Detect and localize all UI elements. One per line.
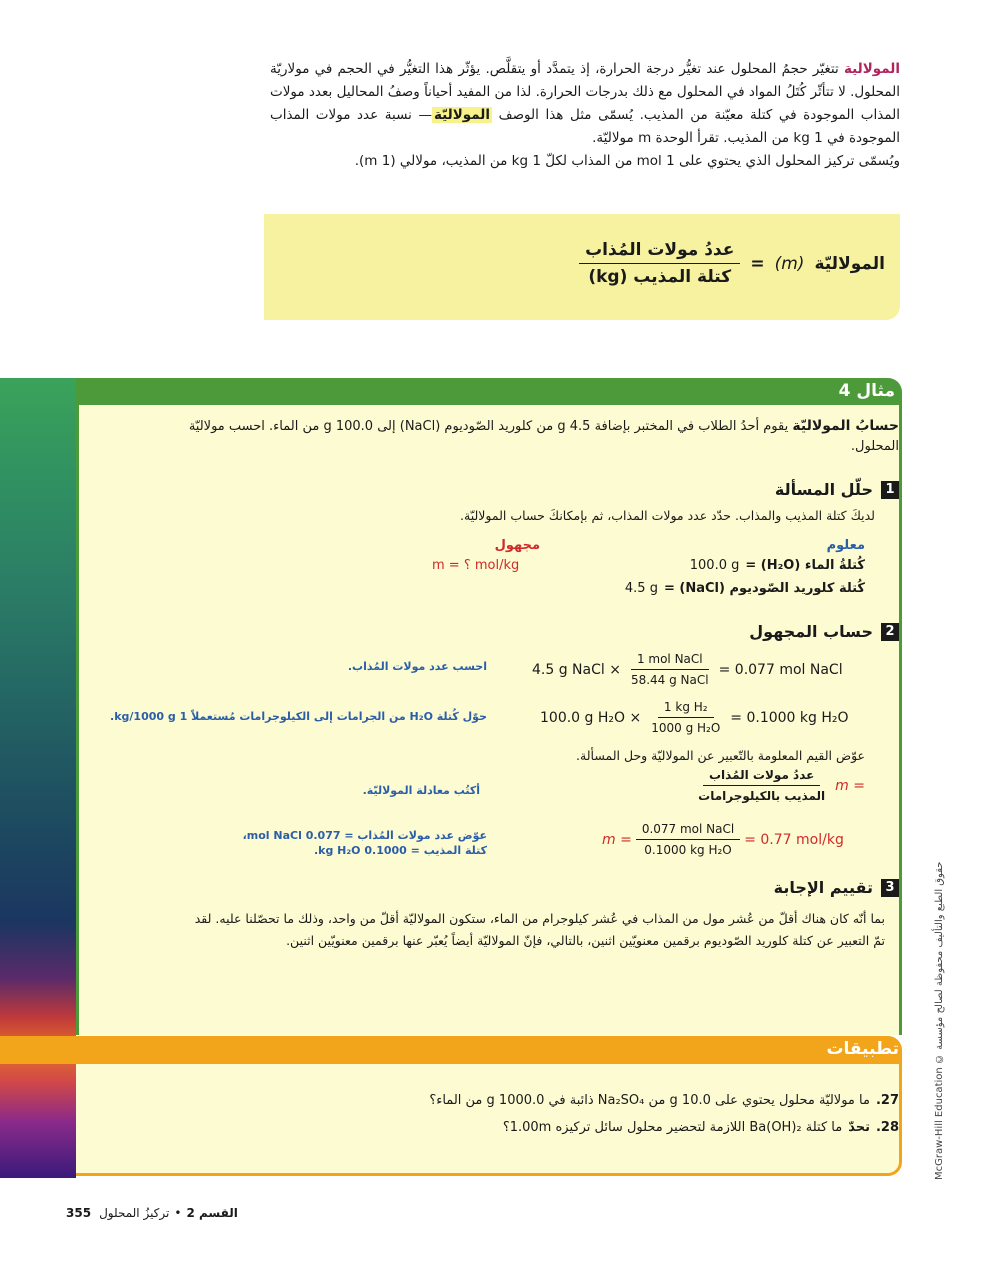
question-28: 28. تحدّ ما كتلة Ba(OH)₂ اللازمة لتحضير محلول سائل تركيزه 1.00m؟: [502, 1120, 899, 1135]
molality-formula: [579, 240, 885, 287]
note-moles: احسب عدد مولات المُذاب.: [347, 660, 487, 673]
equation-kg-water: 100.0 g H₂O × $\frac{\text{1 kg H₂}}{\text{1000 g H₂O}}$ = 0.1000 kg H₂O: [540, 700, 849, 735]
step-1-title: حلّل المسألة: [774, 480, 873, 499]
step-2-number: 2: [881, 623, 899, 641]
step-3-title: تقييم الإجابة: [773, 878, 873, 897]
page-footer: [66, 1206, 238, 1220]
formula-denominator: كتلة المذيب (kg): [588, 267, 732, 287]
example-problem: [179, 416, 899, 457]
unknown-molality: m = ؟ mol/kg: [432, 558, 520, 573]
equation-molality-words: m = $\frac{\text{عددُ مولات المُذاب}}{\text{المذيب بالكيلوجرامات}}$: [698, 768, 865, 803]
intro-paragraph-2: ويُسمّى تركيز المحلول الذي يحتوي على 1 mol من المذاب لكلّ 1 kg من المذيب، مولالي (1 m).: [354, 153, 900, 169]
step-2-heading: [749, 622, 899, 641]
formula-symbol: (m): [774, 253, 805, 274]
example-title: مثال 4: [838, 381, 895, 401]
step-1-number: 1: [881, 481, 899, 499]
applications-title: تطبيقات: [826, 1039, 899, 1059]
term-molality: المولالية: [843, 61, 900, 77]
step-2-title: حساب المجهول: [749, 622, 873, 641]
known-label: معلوم: [826, 538, 865, 553]
step-2-text: عوّض القيم المعلومة بالتّعبير عن المولاليّة وحل المسألة.: [576, 748, 865, 763]
step-1-text: لديكَ كتلة المذيب والمذاب. حدّد عدد مولات المذاب، ثم بإمكانكَ حساب المولاليّة.: [460, 508, 875, 523]
step-3-number: 3: [881, 879, 899, 897]
term-molality-highlight: المولاليّة: [433, 107, 490, 123]
page-number: 355: [66, 1206, 92, 1220]
known-water-mass: كُتلةُ الماء (H₂O) = 100.0 g: [689, 558, 865, 573]
known-nacl-mass: كُتلة كلوريد الصّوديوم (NaCl) = 4.5 g: [624, 581, 865, 596]
note-write-equation: أكتُب معادلة المولاليّة.: [362, 784, 480, 797]
formula-fraction: [579, 240, 740, 287]
formula-numerator: عددُ مولات المُذاب: [579, 240, 740, 264]
intro-paragraph-1: المولالية تتغيّر حجمُ المحلول عند تغيُّر درجة الحرارة، إذ يتمدَّد أو يتقلَّص. يؤثّر هذا التغيُّر في الحجم في مولاريّة المحلول. لا تتأثّر كُتَلُ المواد في المحلول مع ذلك بدرجات الحرارة. لذا من المفيد أحياناً وصفُ المحاليل بعدد مولات المذاب الموجودة في كتلة معيّنة من المذيب. يُسمّى مثل هذا الوصف المولاليّة— نسبة عدد مولات المذاب الموجودة في 1 kg من المذيب. تقرأ الوحدة m مولاليّة.: [270, 61, 900, 146]
step-3-text: بما أنّه كان هناك أقلّ من عُشر مول من المذاب في عُشر كيلوجرام من الماء، ستكون المولاليّة أقلّ من واحد، وذلك ما تحصّلنا عليه. لقد تمّ التعبير عن كتلة كلوريد الصّوديوم برقمين معنويّين اثنين، بالتالي، فإنّ المولاليّة أيضاً يُعبّر عنها برقمين معنويّين اثنين.: [194, 911, 885, 948]
intro-text: [270, 58, 900, 173]
copyright-side-note: McGraw-Hill Education © حقوق الطبع والتأليف محفوظة لصالح مؤسسة: [934, 861, 945, 1180]
equation-molality-result: m = $\frac{\text{0.077 mol NaCl}}{\text{0.1000 kg H₂O}}$ = 0.77 mol/kg: [602, 822, 844, 857]
note-convert-kg: حوّل كُتلة H₂O من الجرامات إلى الكيلوجرامات مُستعملاً 1 kg/1000 g.: [110, 710, 487, 723]
footer-section: القسم 2 • تركيزُ المحلول: [99, 1206, 238, 1220]
question-27: 27. ما مولاليّة محلول يحتوي على 10.0 g من Na₂SO₄ ذائبة في 1000.0 g من الماء؟: [429, 1093, 899, 1108]
step-3-heading: [774, 878, 899, 897]
step-1-heading: [775, 480, 899, 499]
formula-equals: =: [750, 253, 765, 274]
formula-lhs: المولاليّة: [814, 253, 885, 274]
applications-header: [0, 1036, 902, 1064]
example-header: [76, 378, 902, 405]
equation-moles-nacl: 4.5 g NaCl × $\frac{\text{1 mol NaCl}}{\text{58.44 g NaCl}}$ = 0.077 mol NaCl: [532, 652, 843, 687]
unknown-label: مجهول: [494, 538, 540, 553]
problem-title: حسابُ المولاليّة: [792, 418, 899, 434]
problem-text: يقوم أحدُ الطلاب في المختبر بإضافة 4.5 g من كلوريد الصّوديوم (NaCl) إلى 100.0 g من الماء. احسب مولاليّة المحلول.: [188, 419, 899, 454]
note-substitute: عوّض عدد مولات المُذاب = 0.077 mol NaCl، كتلة المذيب = 0.1000 kg H₂O.: [242, 829, 487, 857]
